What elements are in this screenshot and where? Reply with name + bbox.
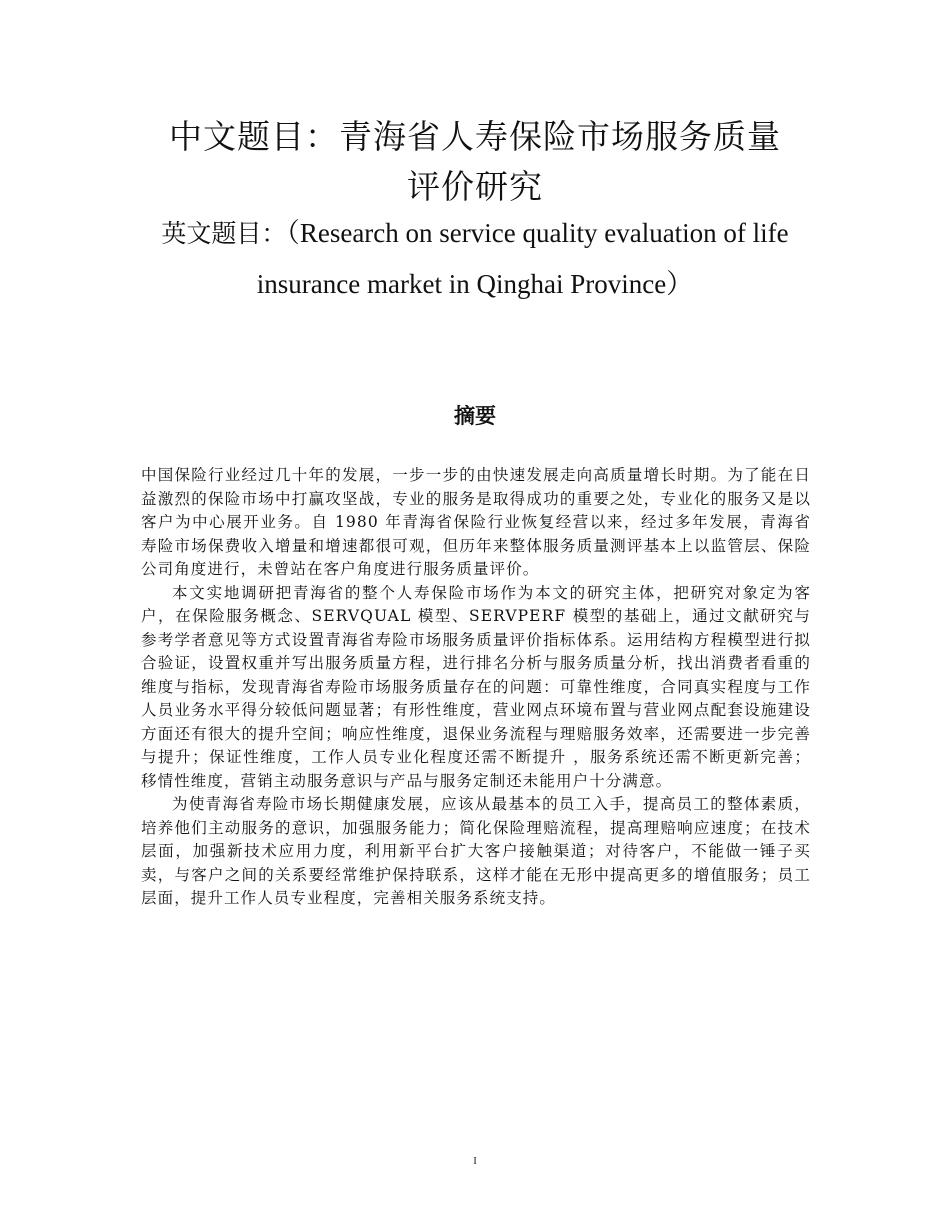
abstract-body	[141, 464, 811, 911]
abstract-paragraph-1: 中国保险行业经过几十年的发展，一步一步的由快速发展走向高质量增长时期。为了能在日益激烈的保险市场中打赢攻坚战，专业的服务是取得成功的重要之处，专业化的服务又是以客户为中心展开业务。自 1980 年青海省保险行业恢复经营以来，经过多年发展，青海省寿险市场保费收入增量和增速都很可观，但历年来整体服务质量测评基本上以监管层、保险公司角度进行，未曾站在客户角度进行服务质量评价。	[141, 466, 811, 578]
abstract-paragraph-2: 本文实地调研把青海省的整个人寿保险市场作为本文的研究主体，把研究对象定为客户，在保险服务概念、SERVQUAL 模型、SERVPERF 模型的基础上，通过文献研究与参考学者意见等方式设置青海省寿险市场服务质量评价指标体系。运用结构方程模型进行拟合验证，设置权重并写出服务质量方程，进行排名分析与服务质量分析，找出消费者看重的维度与指标，发现青海省寿险市场服务质量存在的问题：可靠性维度，合同真实程度与工作人员业务水平得分较低问题显著；有形性维度，营业网点环境布置与营业网点配套设施建设方面还有很大的提升空间；响应性维度，退保业务流程与理赔服务效率，还需要进一步完善与提升；保证性维度，工作人员专业化程度还需不断提升 ，服务系统还需不断更新完善；移情性维度，营销主动服务意识与产品与服务定制还未能用户十分满意。	[141, 583, 811, 790]
chinese-title-line-2: 评价研究	[407, 167, 543, 206]
english-title-label: 英文题目：	[161, 219, 287, 248]
chinese-title	[120, 112, 830, 212]
chinese-title-line-1: 中文题目：青海省人寿保险市场服务质量	[169, 117, 781, 156]
abstract-heading: 摘要	[454, 404, 496, 428]
english-title-text: （Research on service quality evaluation of life insurance market in Qinghai Province）	[256, 218, 789, 299]
abstract-paragraph-3: 为使青海省寿险市场长期健康发展，应该从最基本的员工入手，提高员工的整体素质，培养他们主动服务的意识，加强服务能力；简化保险理赔流程，提高理赔响应速度；在技术层面，加强新技术应用力度，利用新平台扩大客户接触渠道；对待客户，不能做一锤子买卖，与客户之间的关系要经常维护保持联系，这样才能在无形中提高更多的增值服务；员工层面，提升工作人员专业程度，完善相关服务系统支持。	[141, 795, 811, 907]
page-number: I	[473, 1156, 477, 1167]
english-title	[120, 208, 830, 309]
